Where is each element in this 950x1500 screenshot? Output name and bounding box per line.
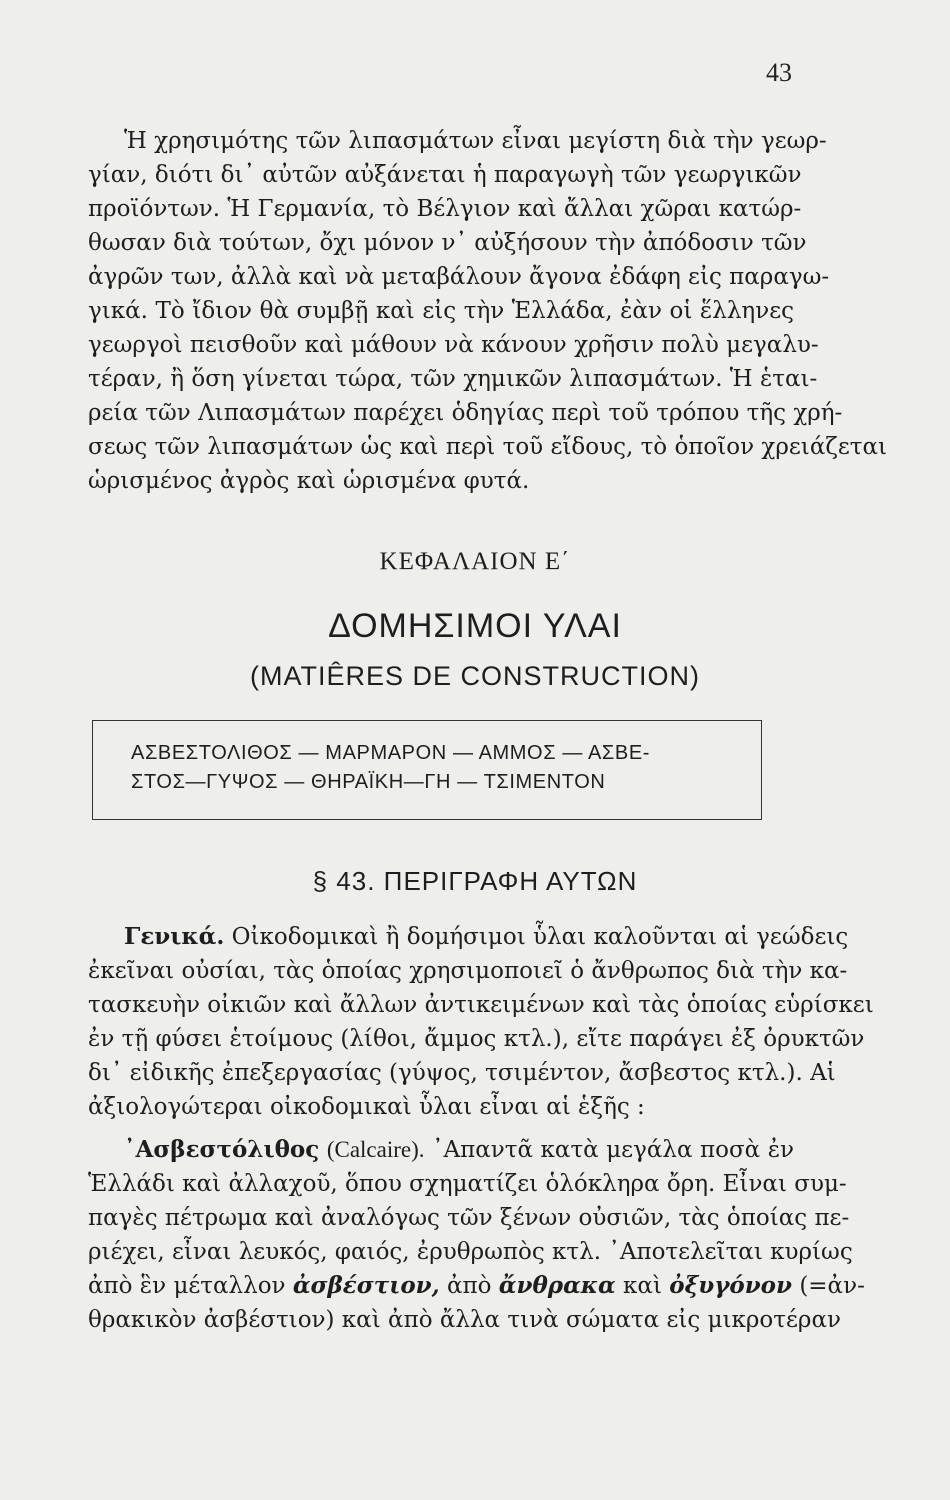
text-line: ἐν τῇ φύσει ἑτοίμους (λίθοι, ἄμμος κτλ.), εἴτε παράγει ἐξ ὀρυκτῶν [88,1026,865,1052]
latin-term: (Calcaire). [326,1137,425,1162]
text-line: γίαν, διότι δι᾽ αὐτῶν αὐξάνεται ἡ παραγωγὴ τῶν γεωργικῶν [88,162,802,188]
term-limestone: ᾽Ασβεστόλιθος [124,1136,320,1163]
text-run: ἀπὸ [446,1273,492,1299]
text-line: Ἑλλάδι καὶ ἀλλαχοῦ, ὅπου σχηματίζει ὁλόκληρα ὄρη. Εἶναι συμ- [88,1171,847,1197]
text-line: ρεία τῶν Λιπασμάτων παρέχει ὁδηγίας περὶ τοῦ τρόπου τῆς χρή- [88,400,843,426]
text-line: ὡρισμένος ἀγρὸς καὶ ὡρισμένα φυτά. [88,468,530,494]
text-run: ᾽Απαντᾶ κατὰ μεγάλα ποσὰ ἐν [432,1137,795,1163]
text-line: προϊόντων. Ἡ Γερμανία, τὸ Βέλγιον καὶ ἄλλαι χῶραι κατώρ- [88,196,802,222]
section-heading: § 43. ΠΕΡΙΓΡΑΦΗ ΑΥΤΩΝ [312,866,638,896]
text-line: γικά. Τὸ ἴδιον θὰ συμβῇ καὶ εἰς τὴν Ἑλλάδα, ἐὰν οἱ ἕλληνες [88,298,794,324]
paragraph-fertilizers [88,124,888,498]
text-line: γεωργοὶ πεισθοῦν καὶ μάθουν νὰ κάνουν χρῆσιν πολὺ μεγαλυ- [88,332,819,358]
term-calcium: ἀσβέστιον, [292,1272,440,1299]
topics-line: ΑΣΒΕΣΤΟΛΙΘΟΣ — ΜΑΡΜΑΡΟΝ — ΑΜΜΟΣ — ΑΣΒΕ- [131,742,651,764]
term-oxygen: ὀξυγόνον [669,1272,792,1299]
page-number: 43 [766,58,792,87]
paragraph-general [88,920,874,1124]
term-carbon: ἄνθρακα [498,1272,616,1299]
text-line: τασκευὴν οἰκιῶν καὶ ἄλλων ἀντικειμένων καὶ τὰς ὁποίας εὑρίσκει [88,992,874,1018]
text-line: ἀγρῶν των, ἀλλὰ καὶ νὰ μεταβάλουν ἄγονα ἐδάφη εἰς παραγω- [88,264,830,290]
text-line [88,1269,865,1303]
topics-line: ΣΤΟΣ—ΓΥΨΟΣ — ΘΗΡΑΪΚΗ—ΓΗ — ΤΣΙΜΕΝΤΟΝ [131,771,606,793]
text-line: ἀξιολογώτεραι οἰκοδομικαὶ ὗλαι εἶναι αἱ ἑξῆς : [88,1094,645,1120]
chapter-title: ΔΟΜΗΣΙΜΟΙ ΥΛΑΙ [328,607,622,645]
text-line: ριέχει, εἶναι λευκός, φαιός, ἐρυθρωπὸς κτλ. ᾽Αποτελεῖται κυρίως [88,1239,853,1265]
text-run: (=ἀν- [799,1273,865,1299]
run-in-heading: Γενικά. [124,923,225,950]
text-line: παγὲς πέτρωμα καὶ ἀναλόγως τῶν ξένων οὐσιῶν, τὰς ὁποίας πε- [88,1205,850,1231]
text-line: τέραν, ἢ ὅση γίνεται τώρα, τῶν χημικῶν λιπασμάτων. Ἡ ἑται- [88,366,818,392]
text-line [88,1133,794,1167]
text-run: Οἰκοδομικαὶ ἢ δομήσιμοι ὗλαι καλοῦνται αἱ γεώδεις [231,924,849,950]
text-line: Ἡ χρησιμότης τῶν λιπασμάτων εἶναι μεγίστη διὰ τὴν γεωρ- [124,128,827,154]
chapter-subtitle: (MATIÊRES DE CONSTRUCTION) [250,661,700,691]
text-line: θωσαν διὰ τούτων, ὄχι μόνον ν᾽ αὐξήσουν τὴν ἀπόδοσιν τῶν [88,230,807,256]
chapter-topics-box [92,720,762,820]
paragraph-limestone [88,1133,865,1337]
text-line: ἐκεῖναι οὐσίαι, τὰς ὁποίας χρησιμοποιεῖ ὁ ἄνθρωπος διὰ τὴν κα- [88,958,848,984]
text-line [88,920,849,954]
text-run: καὶ [623,1273,662,1299]
text-line: θρακικὸν ἀσβέστιον) καὶ ἀπὸ ἄλλα τινὰ σώματα εἰς μικροτέραν [88,1307,841,1333]
chapter-label: ΚΕΦΑΛΑΙΟΝ Ε΄ [379,548,571,575]
text-run: ἀπὸ ἓν μέταλλον [88,1273,286,1299]
text-line: δι᾽ εἰδικῆς ἐπεξεργασίας (γύψος, τσιμέντον, ἄσβεστος κτλ.). Αἱ [88,1060,836,1086]
text-line: σεως τῶν λιπασμάτων ὡς καὶ περὶ τοῦ εἴδους, τὸ ὁποῖον χρειάζεται [88,434,888,460]
